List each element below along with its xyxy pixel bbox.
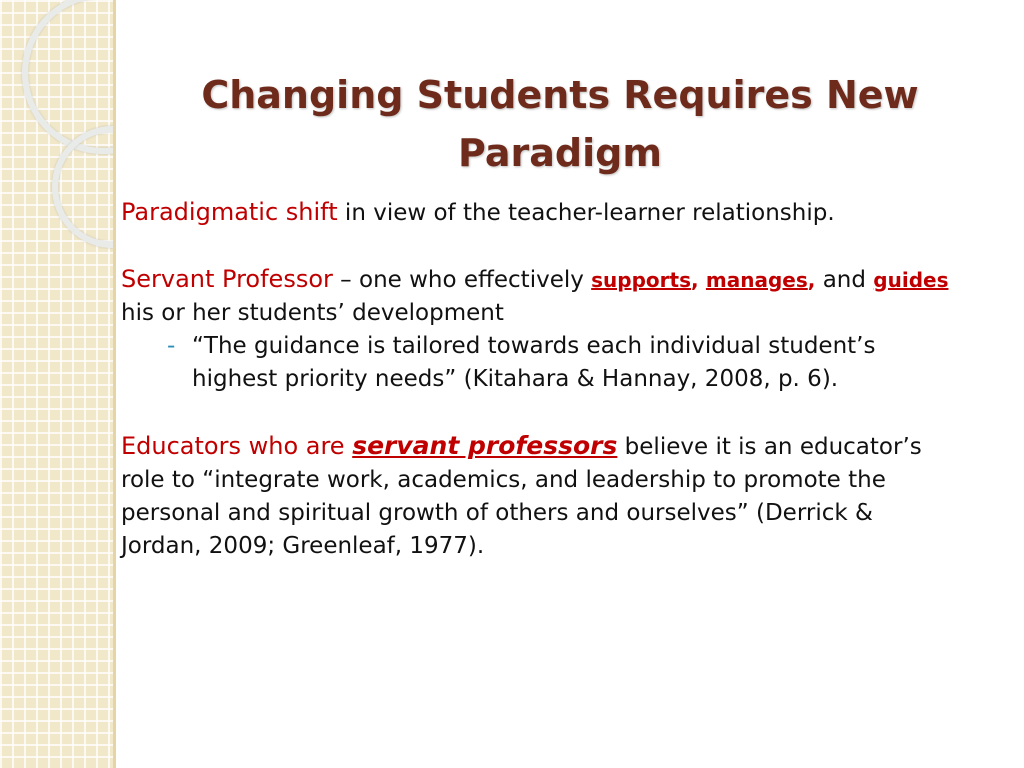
servant-professor-space: [699, 267, 706, 293]
paragraph-educators: [121, 429, 956, 563]
sidebar-divider: [113, 0, 116, 768]
servant-professor-development: his or her students’ development: [121, 300, 504, 326]
supports-comma: ,: [691, 268, 699, 292]
educators-text: believe it is an educator’s role to “integrate work, academics, and leadership to promote the personal and spiritual growth of others and ourselves” (Derrick & Jordan, 2009; Greenleaf, 1977).: [121, 434, 922, 559]
servant-professors-highlight: servant professors: [352, 431, 618, 460]
servant-professor-heading: Servant Professor: [121, 265, 333, 293]
servant-professor-text: – one who effectively: [332, 267, 592, 293]
paradigm-shift-text: in view of the teacher-learner relationship.: [337, 200, 835, 226]
manages-comma: ,: [807, 268, 816, 292]
educators-heading: Educators who are: [121, 432, 353, 460]
dash-bullet-icon: -: [167, 333, 176, 359]
paradigmatic-shift-heading: Paradigmatic shift: [121, 198, 338, 226]
decorative-sidebar: [0, 0, 113, 768]
manages-highlight: manages: [705, 268, 808, 292]
slide-title: Changing Students Requires New Paradigm: [201, 73, 919, 175]
servant-professor-and: and: [815, 267, 874, 293]
guides-highlight: guides: [873, 268, 949, 292]
guidance-quote-bullet: [121, 330, 956, 396]
paragraph-paradigm-shift: [121, 196, 956, 230]
paragraph-servant-professor: [121, 263, 956, 330]
slide-body: [121, 196, 956, 563]
supports-highlight: supports: [591, 268, 691, 292]
guidance-quote-text: “The guidance is tailored towards each individual student’s highest priority needs” (Kitahara & Hannay, 2008, p. 6).: [192, 333, 876, 392]
decorative-ring-icon: [52, 126, 113, 248]
